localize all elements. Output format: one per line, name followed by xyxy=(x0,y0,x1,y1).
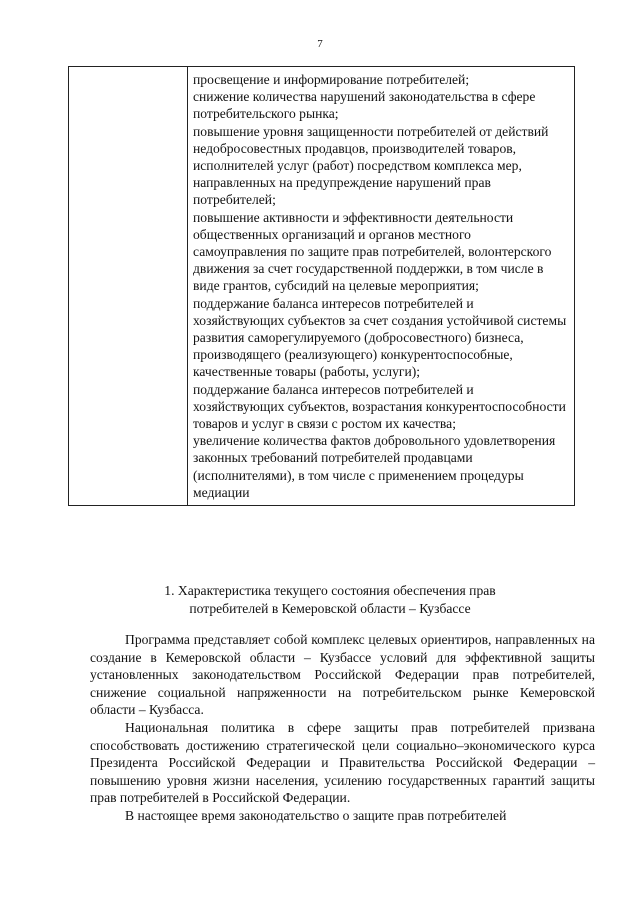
list-item: просвещение и информирование потребителей; xyxy=(193,72,470,87)
section-heading-line-1: 1. Характеристика текущего состояния обеспечения прав xyxy=(164,583,496,598)
list-item: увеличение количества фактов добровольного удовлетворения законных требований потребителей продавцами (исполнителями), в том числе с применением процедуры медиации xyxy=(193,433,556,500)
table-right-cell xyxy=(188,67,575,506)
paragraph: Программа представляет собой комплекс целевых ориентиров, направленных на создание в Кемеровской области – Кузбассе условий для эффективной защиты установленных законодательством Российской Федерации прав потребителей, снижение социальной напряженности на потребительском рынке Кемеровской области – Кузбасса. xyxy=(90,632,595,718)
paragraph: Национальная политика в сфере защиты прав потребителей призвана способствовать достижению стратегической цели социально–экономического курса Президента Российской Федерации и Правительства Российской Федерации – повышению уровня жизни населения, усилению государственных гарантий защиты прав потребителей в Российской Федерации. xyxy=(90,719,595,806)
goal-list xyxy=(188,67,574,505)
list-item: снижение количества нарушений законодательства в сфере потребительского рынка; xyxy=(193,89,536,122)
list-item: повышение уровня защищенности потребителей от действий недобросовестных продавцов, производителей товаров, исполнителей услуг (работ) посредством комплекса мер, направленных на предупреждение нарушений прав потребителей; xyxy=(193,123,549,208)
paragraph: В настоящее время законодательство о защите прав потребителей xyxy=(125,807,507,823)
list-item: повышение активности и эффективности деятельности общественных организаций и органов местного самоуправления по защите прав потребителей, волонтерского движения за счет государственной поддержки, в том числе в виде грантов, субсидий на целевые мероприятия; xyxy=(193,209,552,294)
list-item: поддержание баланса интересов потребителей и хозяйствующих субъектов за счет создания устойчивой системы развития саморегулируемого (добросовестного) бизнеса, производящего (реализующего) конкурентоспособные, качественные товары (работы, услуги); xyxy=(193,295,567,380)
page-number: 7 xyxy=(317,38,323,50)
section-heading-line-2: потребителей в Кемеровской области – Кузбассе xyxy=(189,600,471,616)
section-heading xyxy=(100,582,560,617)
body-text xyxy=(90,631,595,825)
table-row xyxy=(69,67,575,506)
list-item: поддержание баланса интересов потребителей и хозяйствующих субъектов, возрастания конкурентоспособности товаров и услуг в связи с ростом их качества; xyxy=(193,381,566,432)
goals-table xyxy=(68,66,575,506)
table-left-cell xyxy=(69,67,188,506)
